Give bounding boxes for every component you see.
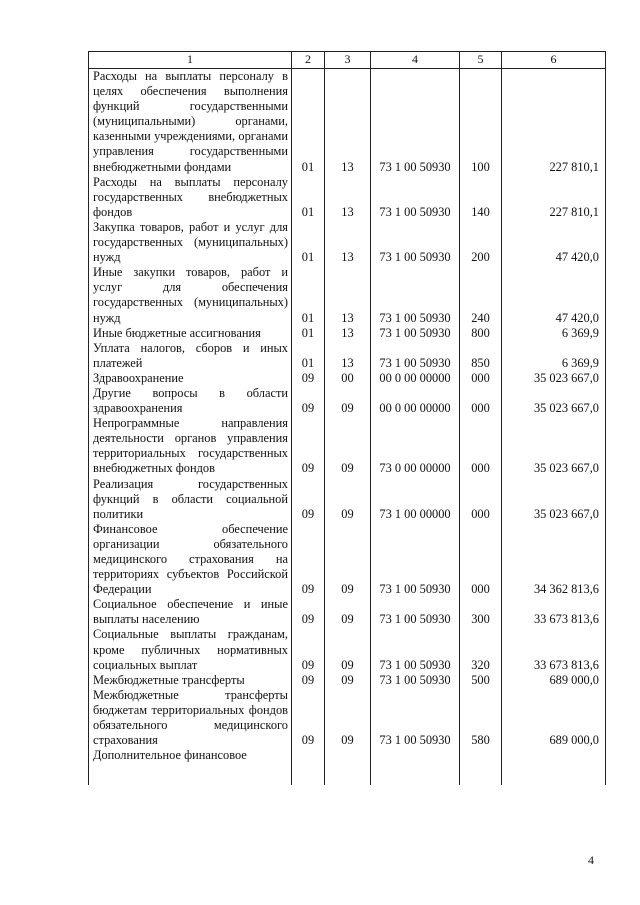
section-code-cell: 09 [292, 371, 325, 386]
row-name-cell: Другие вопросы в области здравоохранения [89, 386, 292, 416]
expense-type-cell: 500 [460, 673, 502, 688]
row-name-cell: Уплата налогов, сборов и иных платежей [89, 341, 292, 371]
section-code-cell: 09 [292, 522, 325, 597]
subsection-code-cell: 00 [325, 371, 371, 386]
amount-cell: 33 673 813,6 [502, 597, 606, 627]
expense-type-cell: 000 [460, 477, 502, 522]
row-name-cell: Межбюджетные трансферты [89, 673, 292, 688]
row-name-cell: Иные бюджетные ассигнования [89, 326, 292, 341]
section-code-cell: 09 [292, 477, 325, 522]
row-name-cell: Закупка товаров, работ и услуг для государственных (муниципальных) нужд [89, 220, 292, 265]
subsection-code-cell: 09 [325, 597, 371, 627]
section-code-cell: 01 [292, 341, 325, 371]
amount-cell: 6 369,9 [502, 326, 606, 341]
table-row [89, 688, 606, 748]
amount-cell: 47 420,0 [502, 220, 606, 265]
column-header: 5 [460, 52, 502, 69]
row-name-cell: Расходы на выплаты персоналу в целях обеспечения выполнения функций государственными (муниципальными) органами, казенными учреждениями, органами управления государственными внебюджетными фондами [89, 69, 292, 175]
section-code-cell [292, 748, 325, 763]
subsection-code-cell: 13 [325, 326, 371, 341]
subsection-code-cell: 13 [325, 265, 371, 325]
target-article-cell: 73 1 00 50930 [371, 673, 460, 688]
table-row [89, 265, 606, 325]
target-article-cell: 73 1 00 50930 [371, 220, 460, 265]
column-header: 2 [292, 52, 325, 69]
section-code-cell: 09 [292, 416, 325, 476]
expense-type-cell: 850 [460, 341, 502, 371]
subsection-code-cell: 13 [325, 69, 371, 175]
target-article-cell: 73 0 00 00000 [371, 416, 460, 476]
table-row [89, 748, 606, 763]
column-header: 6 [502, 52, 606, 69]
table-row [89, 477, 606, 522]
table-row [89, 326, 606, 341]
expense-type-cell: 000 [460, 522, 502, 597]
table-row [89, 416, 606, 476]
column-header: 3 [325, 52, 371, 69]
table-row [89, 220, 606, 265]
amount-cell: 35 023 667,0 [502, 386, 606, 416]
empty-cell [460, 763, 502, 785]
target-article-cell: 73 1 00 50930 [371, 326, 460, 341]
target-article-cell: 73 1 00 50930 [371, 265, 460, 325]
section-code-cell: 01 [292, 326, 325, 341]
target-article-cell: 00 0 00 00000 [371, 371, 460, 386]
expense-type-cell: 800 [460, 326, 502, 341]
target-article-cell: 73 1 00 00000 [371, 477, 460, 522]
subsection-code-cell: 09 [325, 416, 371, 476]
row-name-cell: Расходы на выплаты персоналу государственных внебюджетных фондов [89, 175, 292, 220]
subsection-code-cell [325, 748, 371, 763]
expense-type-cell: 000 [460, 416, 502, 476]
amount-cell: 35 023 667,0 [502, 371, 606, 386]
row-name-cell: Дополнительное финансовое [89, 748, 292, 763]
subsection-code-cell: 09 [325, 477, 371, 522]
target-article-cell: 73 1 00 50930 [371, 688, 460, 748]
target-article-cell: 00 0 00 00000 [371, 386, 460, 416]
expense-type-cell: 140 [460, 175, 502, 220]
amount-cell: 227 810,1 [502, 69, 606, 175]
table-row [89, 522, 606, 597]
subsection-code-cell: 13 [325, 220, 371, 265]
amount-cell: 6 369,9 [502, 341, 606, 371]
subsection-code-cell: 09 [325, 688, 371, 748]
row-name-cell: Иные закупки товаров, работ и услуг для обеспечения государственных (муниципальных) нужд [89, 265, 292, 325]
expense-type-cell: 580 [460, 688, 502, 748]
row-name-cell: Социальное обеспечение и иные выплаты населению [89, 597, 292, 627]
section-code-cell: 09 [292, 597, 325, 627]
row-name-cell: Здравоохранение [89, 371, 292, 386]
amount-cell: 34 362 813,6 [502, 522, 606, 597]
expense-type-cell: 200 [460, 220, 502, 265]
column-header: 4 [371, 52, 460, 69]
target-article-cell: 73 1 00 50930 [371, 522, 460, 597]
page-number: 4 [588, 853, 594, 867]
row-name-cell: Непрограммные направления деятельности органов управления территориальных государственных внебюджетных фондов [89, 416, 292, 476]
table-row [89, 341, 606, 371]
target-article-cell: 73 1 00 50930 [371, 69, 460, 175]
empty-cell [89, 763, 292, 785]
budget-table [88, 51, 606, 785]
target-article-cell: 73 1 00 50930 [371, 341, 460, 371]
table-row [89, 69, 606, 175]
amount-cell: 35 023 667,0 [502, 416, 606, 476]
subsection-code-cell: 09 [325, 386, 371, 416]
amount-cell: 47 420,0 [502, 265, 606, 325]
section-code-cell: 01 [292, 220, 325, 265]
target-article-cell [371, 748, 460, 763]
amount-cell: 33 673 813,6 [502, 627, 606, 672]
table-row [89, 673, 606, 688]
empty-cell [292, 763, 325, 785]
table-header-row [89, 52, 606, 69]
target-article-cell: 73 1 00 50930 [371, 627, 460, 672]
amount-cell: 689 000,0 [502, 688, 606, 748]
expense-type-cell: 100 [460, 69, 502, 175]
expense-type-cell: 240 [460, 265, 502, 325]
section-code-cell: 09 [292, 673, 325, 688]
table-continuation [89, 763, 606, 785]
target-article-cell: 73 1 00 50930 [371, 175, 460, 220]
expense-type-cell [460, 748, 502, 763]
amount-cell: 227 810,1 [502, 175, 606, 220]
table-row [89, 371, 606, 386]
table-row [89, 175, 606, 220]
table-row [89, 597, 606, 627]
empty-cell [325, 763, 371, 785]
section-code-cell: 09 [292, 627, 325, 672]
section-code-cell: 01 [292, 265, 325, 325]
table-row [89, 627, 606, 672]
row-name-cell: Социальные выплаты гражданам, кроме публичных нормативных социальных выплат [89, 627, 292, 672]
section-code-cell: 01 [292, 175, 325, 220]
column-header: 1 [89, 52, 292, 69]
target-article-cell: 73 1 00 50930 [371, 597, 460, 627]
subsection-code-cell: 13 [325, 341, 371, 371]
subsection-code-cell: 09 [325, 673, 371, 688]
subsection-code-cell: 09 [325, 627, 371, 672]
amount-cell [502, 748, 606, 763]
subsection-code-cell: 13 [325, 175, 371, 220]
empty-cell [502, 763, 606, 785]
row-name-cell: Реализация государственных фукнций в области социальной политики [89, 477, 292, 522]
section-code-cell: 01 [292, 69, 325, 175]
expense-type-cell: 000 [460, 371, 502, 386]
subsection-code-cell: 09 [325, 522, 371, 597]
row-name-cell: Межбюджетные трансферты бюджетам территориальных фондов обязательного медицинского страхования [89, 688, 292, 748]
expense-type-cell: 000 [460, 386, 502, 416]
expense-type-cell: 320 [460, 627, 502, 672]
amount-cell: 689 000,0 [502, 673, 606, 688]
expense-type-cell: 300 [460, 597, 502, 627]
table-row [89, 386, 606, 416]
amount-cell: 35 023 667,0 [502, 477, 606, 522]
row-name-cell: Финансовое обеспечение организации обязательного медицинского страхования на территориях субъектов Российской Федерации [89, 522, 292, 597]
section-code-cell: 09 [292, 386, 325, 416]
section-code-cell: 09 [292, 688, 325, 748]
empty-cell [371, 763, 460, 785]
table-body [89, 69, 606, 786]
